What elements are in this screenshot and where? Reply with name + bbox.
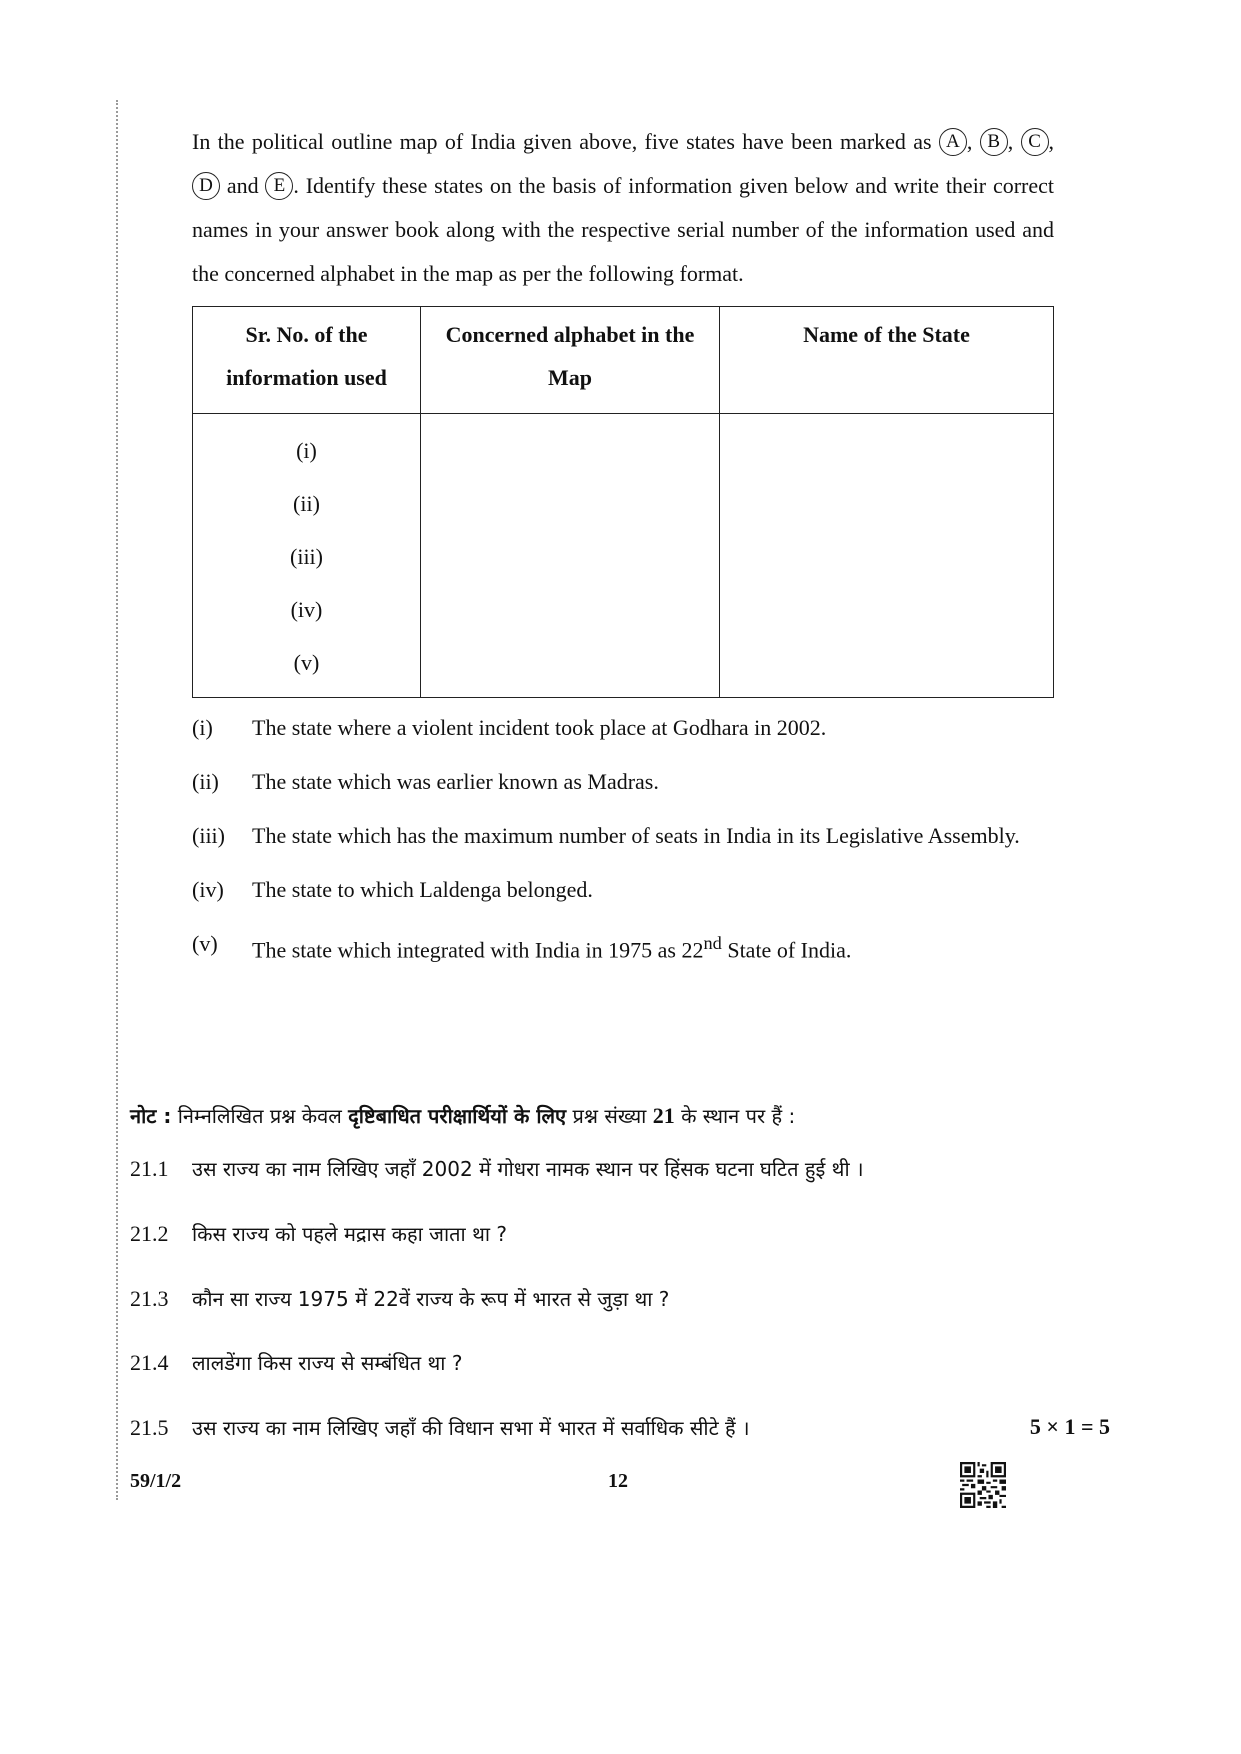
item-text-part: State of India. (721, 937, 852, 963)
item-number: (v) (192, 931, 218, 956)
hindi-note (130, 1102, 1110, 1129)
list-item (192, 760, 1054, 803)
hindi-question (130, 1349, 1110, 1376)
question-text: उस राज्य का नाम लिखिए जहाँ 2002 में गोधरा नामक स्थान पर हिंसक घटना घटित हुई थी । (192, 1157, 864, 1181)
paper-code: 59/1/2 (130, 1470, 182, 1492)
marker-a: A (939, 128, 967, 156)
marker-b: B (980, 128, 1008, 156)
header-alphabet: Concerned alphabet in the Map (421, 307, 720, 414)
question-number: 21.3 (130, 1286, 169, 1311)
row-number: (ii) (293, 491, 320, 516)
state-name-cell (720, 414, 1054, 698)
hindi-question (130, 1220, 1110, 1247)
item-text: The state to which Laldenga belonged. (252, 877, 593, 902)
item-text: The state which has the maximum number of seats in India in its Legislative Assembly. (252, 823, 1020, 848)
question-text: लालडेंगा किस राज्य से सम्बंधित था ? (192, 1351, 463, 1375)
hindi-question (130, 1285, 1110, 1312)
ordinal-superscript: nd (703, 933, 722, 953)
note-text: निम्नलिखित प्रश्न केवल (177, 1104, 342, 1128)
item-number: (iv) (192, 877, 224, 902)
question-text: किस राज्य को पहले मद्रास कहा जाता था ? (192, 1222, 508, 1246)
marks-allocation: 5 × 1 = 5 (1029, 1414, 1110, 1439)
intro-text: In the political outline map of India given above, five states have been marked as (192, 129, 932, 154)
header-state-name: Name of the State (720, 307, 1054, 414)
list-item (192, 868, 1054, 911)
page-number: 12 (608, 1470, 628, 1492)
item-text: The state which was earlier known as Madras. (252, 769, 659, 794)
hindi-question (130, 1414, 1110, 1441)
question-number: 21.1 (130, 1156, 169, 1181)
header-sr-no: Sr. No. of the information used (193, 307, 421, 414)
item-text (252, 922, 1054, 971)
question-text: उस राज्य का नाम लिखिए जहाँ की विधान सभा में भारत में सर्वाधिक सीटे हैं । (192, 1416, 750, 1440)
question-number: 21.5 (130, 1415, 169, 1440)
item-number: (iii) (192, 823, 225, 848)
marker-c: C (1021, 128, 1049, 156)
item-text-part: The state which integrated with India in 1975 as 22 (252, 937, 704, 963)
list-item (192, 922, 1054, 971)
question-number: 21.4 (130, 1350, 169, 1375)
information-list (192, 706, 1054, 971)
row-number: (iv) (290, 597, 323, 622)
and-word: and (226, 173, 259, 198)
alphabet-cell (421, 414, 720, 698)
row-number: (i) (296, 438, 317, 463)
hindi-question (130, 1155, 1110, 1182)
row-number: (iii) (290, 544, 323, 569)
answer-format-table (192, 306, 1054, 698)
row-number: (v) (293, 650, 320, 675)
item-number: (ii) (192, 769, 219, 794)
item-number: (i) (192, 715, 213, 740)
question-text: कौन सा राज्य 1975 में 22वें राज्य के रूप में भारत से जुड़ा था ? (192, 1287, 670, 1311)
note-text: प्रश्न संख्या (572, 1104, 647, 1128)
question-number: 21.2 (130, 1221, 169, 1246)
note-label: नोट : (130, 1104, 172, 1128)
sr-no-cell (193, 414, 421, 698)
marker-d: D (192, 172, 220, 200)
item-text: The state where a violent incident took place at Godhara in 2002. (252, 715, 827, 740)
marker-e: E (265, 172, 293, 200)
note-text: के स्थान पर हैं : (681, 1104, 796, 1128)
qr-code-icon (960, 1462, 1006, 1508)
note-question-number: 21 (652, 1103, 675, 1128)
intro-text-continued: . Identify these states on the basis of information given below and write their correct names in your answer book along with the respective serial number of the information used and the concerned alphabet in the map as per the following format. (192, 173, 1054, 286)
margin-dotted-line (116, 100, 118, 1500)
question-body (192, 120, 1054, 982)
note-emphasis: दृष्टिबाधित परीक्षार्थियों के लिए (348, 1104, 567, 1128)
question-intro: In the political outline map of India given above, five states have been marked as A , B , C , D and E . Identify these states on the basis of information given below and write their correct names in your answer book along with the respective serial number of the information used and the concerned alphabet in the map as per the following format. (192, 129, 1055, 286)
table-row (193, 414, 1054, 698)
list-item (192, 706, 1054, 749)
list-item (192, 814, 1054, 857)
